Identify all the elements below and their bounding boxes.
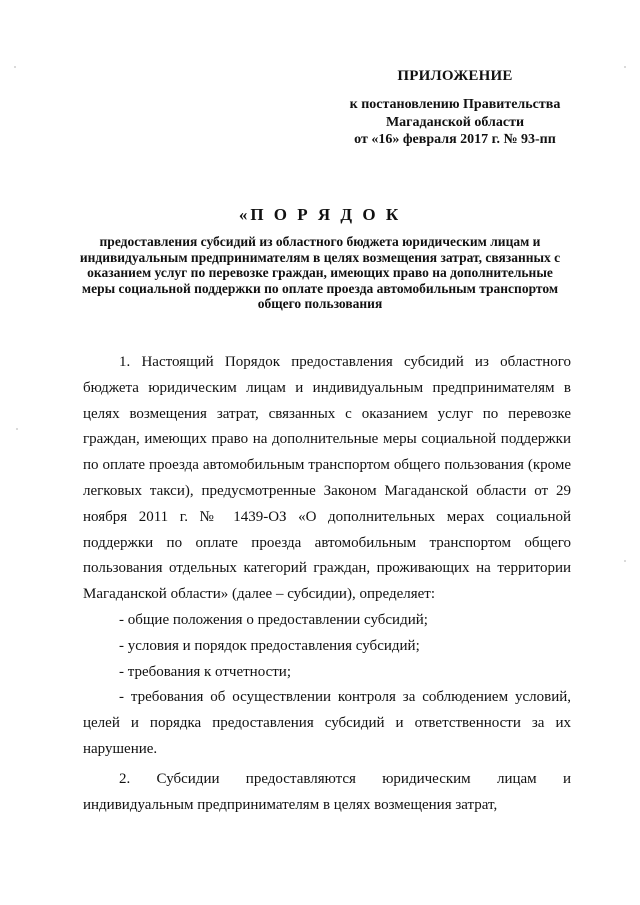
document-title: «П О Р Я Д О К [238, 205, 402, 224]
list-item-3: - требования к отчетности; [119, 663, 291, 680]
paragraph-2: 2. Субсидии предоставляются юридическим лицам и индивидуальным предпринимателям в целях возмещения затрат, [83, 770, 571, 813]
scan-speck [624, 560, 626, 562]
appendix-line-1: к постановлению Правительства [349, 97, 561, 112]
appendix-title: ПРИЛОЖЕНИЕ [397, 68, 513, 84]
list-item-2: - условия и порядок предоставления субсидий; [119, 637, 420, 654]
appendix-line-2: Магаданской области [385, 114, 525, 130]
appendix-header [340, 68, 570, 149]
document-body [83, 350, 571, 818]
scan-speck [16, 428, 18, 430]
list-item-1: - общие положения о предоставлении субсидий; [119, 611, 428, 628]
scan-speck [14, 66, 16, 68]
appendix-line-3: от «16» февраля 2017 г. № 93-пп [354, 132, 556, 147]
scan-speck [624, 66, 626, 68]
list-item-4: - требования об осуществлении контроля за соблюдением условий, целей и порядка предоставления субсидий и ответственности за их нарушение. [83, 689, 571, 757]
paragraph-1: 1. Настоящий Порядок предоставления субсидий из областного бюджета юридическим лицам и индивидуальным предпринимателям в целях возмещения затрат, связанных с оказанием услуг по перевозке граждан, имеющих право на дополнительные меры социальной поддержки по оплате проезда автомобильным транспортом общего пользования (кроме легковых такси), предусмотренные Законом Магаданской области от 29 ноября 2011 г. № 1439-ОЗ «О дополнительных мерах социальной поддержки по оплате проезда автомобильным транспортом общего пользования отдельных категорий граждан, проживающих на территории Магаданской области» (далее – субсидии), определяет: [83, 354, 571, 603]
document-subtitle: предоставления субсидий из областного бюджета юридическим лицам и индивидуальным предпринимателям в целях возмещения затрат, связанных с оказанием услуг по перевозке граждан, имеющих право на дополнительные меры социальной поддержки по оплате проезда автомобильным транспортом общего пользования [79, 234, 561, 311]
